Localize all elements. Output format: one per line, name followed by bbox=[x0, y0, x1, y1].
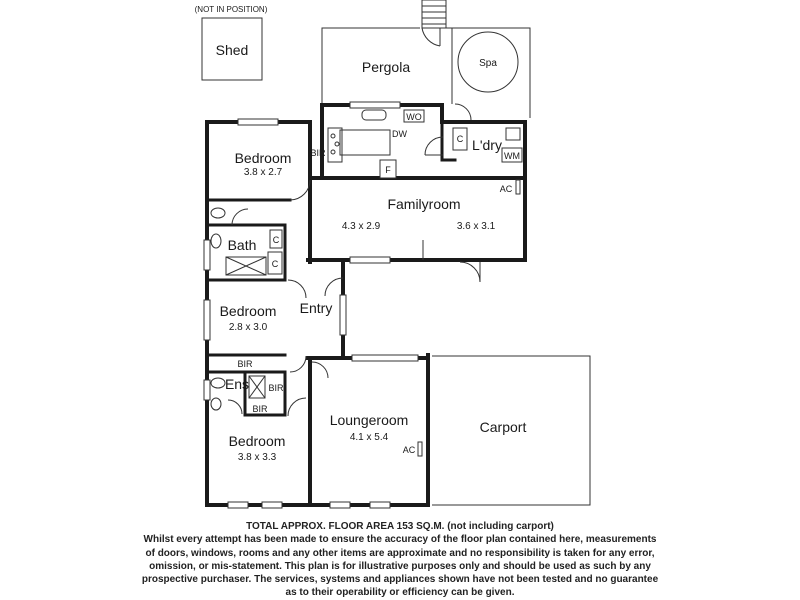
floor-area-title: TOTAL APPROX. FLOOR AREA 153 SQ.M. (not including carport) bbox=[246, 521, 554, 532]
door-swing bbox=[290, 356, 306, 372]
loungeroom-dimensions: 4.1 x 5.4 bbox=[349, 432, 389, 443]
laundry-cupboard-label: C bbox=[456, 134, 464, 144]
bath-cupboard-label-2: C bbox=[271, 259, 279, 269]
disclaimer-line-5: as to their operability or efficiency can be given. bbox=[285, 587, 515, 599]
laundry-label: L'dry bbox=[472, 137, 502, 153]
laundry bbox=[453, 104, 522, 162]
dishwasher-label: DW bbox=[392, 129, 407, 139]
ensuite-label: Ens bbox=[224, 376, 250, 392]
bir-label-ensuite-bottom: BIR bbox=[252, 404, 268, 414]
kitchen bbox=[328, 110, 443, 178]
disclaimer-line-1: Whilst every attempt has been made to ensure the accuracy of the floor plan contained here, measurements bbox=[143, 534, 657, 546]
wall-oven-label: WO bbox=[406, 112, 422, 122]
loungeroom-label: Loungeroom bbox=[329, 412, 409, 428]
bedroom2-label: Bedroom bbox=[219, 303, 277, 319]
not-in-position-label: (NOT IN POSITION) bbox=[194, 5, 268, 14]
door-swing bbox=[288, 398, 306, 416]
bedroom3-label: Bedroom bbox=[228, 433, 286, 449]
ac-label-lounge: AC bbox=[402, 445, 416, 455]
spa-area-outline bbox=[452, 28, 530, 118]
bedroom2-dimensions: 2.8 x 3.0 bbox=[228, 322, 268, 333]
disclaimer-line-2: of doors, windows, rooms and any other items are approximate and no responsibility is taken for any error, bbox=[145, 547, 655, 559]
bath-label: Bath bbox=[227, 237, 257, 253]
bedroom3-dimensions: 3.8 x 3.3 bbox=[237, 452, 277, 463]
spa-label: Spa bbox=[479, 58, 497, 69]
door-swing bbox=[312, 362, 328, 378]
bir-label-bed3: BIR bbox=[237, 359, 253, 369]
pergola-label: Pergola bbox=[361, 59, 411, 75]
disclaimer bbox=[60, 520, 740, 600]
bir-label-kitchen: BIR bbox=[310, 148, 326, 158]
disclaimer-line-3: omission, or mis-statement. This plan is for illustrative purposes only and should be used as such by any bbox=[149, 560, 651, 572]
entry-label: Entry bbox=[299, 300, 333, 316]
familyroom-dimensions-right: 3.6 x 3.1 bbox=[456, 221, 496, 232]
door-swing bbox=[288, 280, 306, 298]
stairs-icon bbox=[422, 0, 446, 46]
disclaimer-line-4: prospective purchaser. The services, systems and appliances shown have not been tested and no guarantee bbox=[141, 574, 659, 586]
fridge-label: F bbox=[385, 165, 391, 175]
bedroom1-dimensions: 3.8 x 2.7 bbox=[243, 167, 283, 178]
familyroom-dimensions-left: 4.3 x 2.9 bbox=[341, 221, 381, 232]
bath-cupboard-label-1: C bbox=[272, 235, 280, 245]
bir-label-ensuite-right: BIR bbox=[268, 383, 284, 393]
shed-label: Shed bbox=[215, 42, 249, 58]
ac-label-family: AC bbox=[499, 184, 513, 194]
familyroom-label: Familyroom bbox=[387, 196, 461, 212]
door-swing bbox=[460, 262, 480, 282]
carport-label: Carport bbox=[479, 419, 527, 435]
washing-machine-label: WM bbox=[504, 151, 520, 161]
door-swing bbox=[325, 278, 343, 296]
door-swing bbox=[290, 180, 310, 200]
bedroom1-label: Bedroom bbox=[234, 150, 292, 166]
